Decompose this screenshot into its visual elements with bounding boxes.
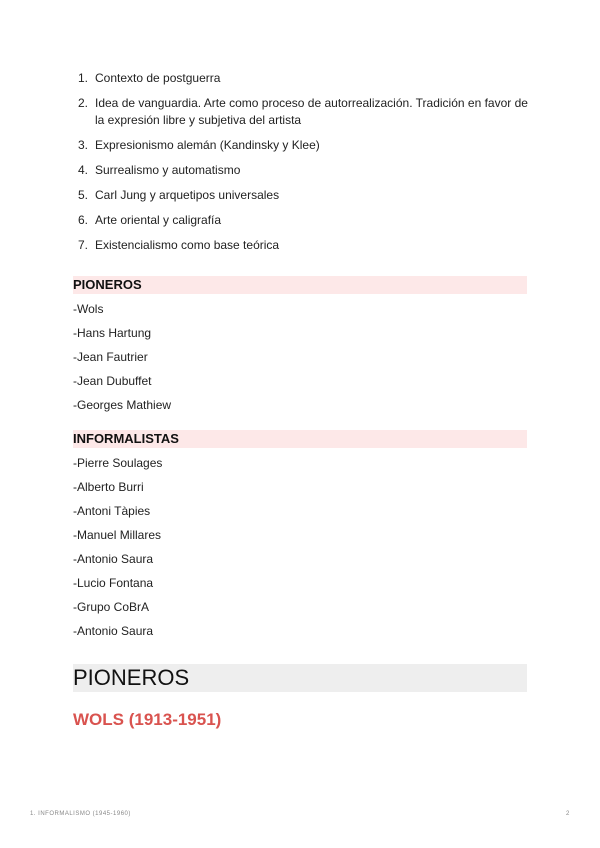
list-item: -Antoni Tàpies <box>73 504 151 518</box>
list-text: Carl Jung y arquetipos universales <box>95 188 280 202</box>
list-number: 7. <box>78 238 89 252</box>
list-item: -Grupo CoBrA <box>73 600 150 614</box>
topics-list <box>73 70 533 262</box>
list-item <box>73 162 533 179</box>
list-item <box>73 70 533 87</box>
list-text: Surrealismo y automatismo <box>95 163 241 177</box>
list-number: 3. <box>78 138 89 152</box>
list-item: -Wols <box>73 302 104 316</box>
list-number: 5. <box>78 188 89 202</box>
footer-chapter: 1. INFORMALISMO (1945-1960) <box>30 811 131 817</box>
list-item: -Jean Dubuffet <box>73 374 152 388</box>
list-item <box>73 212 533 229</box>
list-item: -Georges Mathiew <box>73 398 172 412</box>
list-item: -Manuel Millares <box>73 528 162 542</box>
page-number: 2 <box>566 811 570 817</box>
list-text: Contexto de postguerra <box>95 71 221 85</box>
list-item: -Lucio Fontana <box>73 576 154 590</box>
list-item: -Alberto Burri <box>73 480 144 494</box>
informalistas-list <box>73 455 527 647</box>
pioneros-heading: PIONEROS <box>73 276 527 294</box>
list-item <box>73 187 533 204</box>
section-title: PIONEROS <box>73 664 527 692</box>
list-text: Existencialismo como base teórica <box>95 238 280 252</box>
subsection-title: WOLS (1913-1951) <box>73 710 222 729</box>
list-item: -Jean Fautrier <box>73 350 148 364</box>
list-item: -Hans Hartung <box>73 326 152 340</box>
list-number: 2. <box>78 96 89 110</box>
informalistas-heading: INFORMALISTAS <box>73 430 527 448</box>
list-item: -Pierre Soulages <box>73 456 163 470</box>
list-item: -Antonio Saura <box>73 552 154 566</box>
list-number: 6. <box>78 213 89 227</box>
list-item <box>73 237 533 254</box>
list-item: -Antonio Saura <box>73 624 154 638</box>
list-number: 4. <box>78 163 89 177</box>
list-text: Expresionismo alemán (Kandinsky y Klee) <box>95 138 320 152</box>
list-item <box>73 95 533 129</box>
pioneros-list <box>73 301 527 421</box>
list-number: 1. <box>78 71 89 85</box>
list-text: Idea de vanguardia. Arte como proceso de autorrealización. Tradición en favor de la expresión libre y subjetiva del artista <box>95 96 528 127</box>
list-text: Arte oriental y caligrafía <box>95 213 222 227</box>
list-item <box>73 137 533 154</box>
